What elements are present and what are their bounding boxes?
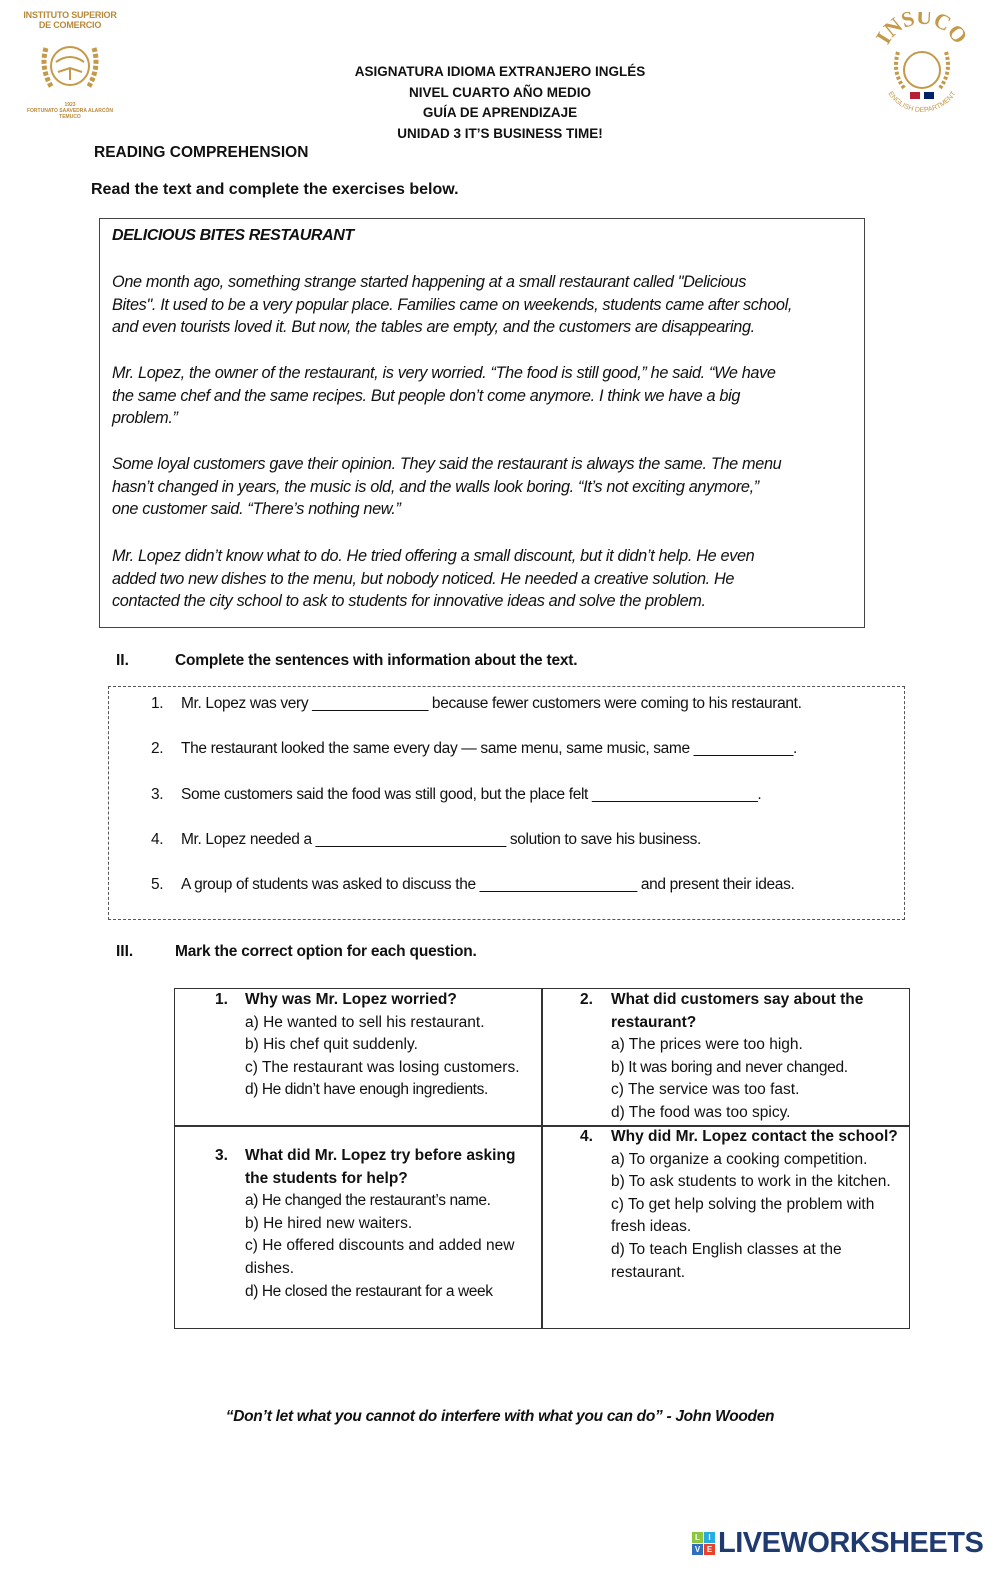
option-b[interactable]: b) It was boring and never changed.: [611, 1058, 848, 1076]
option-c[interactable]: c) He offered discounts and added new dishes.: [245, 1237, 515, 1277]
logo-sub1: FORTUNATO SAAVEDRA ALARCÓN: [26, 108, 113, 114]
sentence-number: 1.: [151, 695, 164, 712]
tile-l: L: [692, 1532, 703, 1543]
tile-v: V: [692, 1544, 703, 1555]
question-cell-4: [542, 1126, 910, 1329]
section-2-number: II.: [116, 652, 129, 669]
sentence-item[interactable]: [151, 831, 701, 849]
question-number: 1.: [215, 991, 228, 1008]
option-a[interactable]: a) To organize a cooking competition.: [611, 1150, 868, 1168]
question-number: 4.: [580, 1128, 593, 1145]
sentence-text: Mr. Lopez was very ______________ because fewer customers were coming to his restaurant.: [181, 695, 802, 712]
option-c[interactable]: c) The restaurant was losing customers.: [245, 1058, 520, 1076]
option-a[interactable]: a) He wanted to sell his restaurant.: [245, 1013, 485, 1031]
story-line: Mr. Lopez didn’t know what to do. He tried offering a small discount, but it didn’t help. He even: [112, 547, 755, 565]
option-c[interactable]: c) The service was too fast.: [611, 1081, 800, 1099]
story-line: Some loyal customers gave their opinion. They said the restaurant is always the same. The menu: [112, 455, 782, 473]
option-d[interactable]: d) He didn’t have enough ingredients.: [245, 1081, 488, 1099]
sentence-number: 3.: [151, 786, 164, 803]
story-line: hasn’t changed in years, the music is old, and the walls look boring. “It’s not exciting anymore,”: [112, 477, 759, 496]
question-text: Why was Mr. Lopez worried?: [245, 991, 457, 1008]
english-department-logo: [872, 12, 972, 117]
story-paragraph-1: [112, 271, 860, 339]
question-cell-3: [175, 1126, 541, 1329]
logo-line2: DE COMERCIO: [38, 20, 102, 30]
story-paragraph-4: [112, 545, 860, 613]
story-line: Mr. Lopez, the owner of the restaurant, is very worried. “The food is still good,” he said. “We have: [112, 364, 776, 382]
section-label: READING COMPREHENSION: [94, 144, 309, 161]
insuco-arc-text: INSUCO: [872, 12, 972, 49]
option-a[interactable]: a) He changed the restaurant’s name.: [245, 1192, 491, 1210]
section-2-title: Complete the sentences with information about the text.: [175, 652, 578, 669]
option-c[interactable]: c) To get help solving the problem with fresh ideas.: [611, 1195, 875, 1236]
instruction-text: Read the text and complete the exercises below.: [91, 181, 459, 198]
multiple-choice-table: [174, 988, 910, 1329]
story-line: One month ago, something strange started happening at a small restaurant called "Delicious: [112, 273, 747, 291]
sentence-text: Mr. Lopez needed a _______________________ solution to save his business.: [181, 831, 701, 848]
story-line: the same chef and the same recipes. But people don’t come anymore. I think we have a big: [112, 386, 741, 405]
story-line: Bites". It used to be a very popular place. Families came on weekends, students came after school,: [112, 295, 793, 314]
question-cell-2: [542, 989, 910, 1125]
question-text: What did customers say about the restaurant?: [611, 991, 864, 1031]
story-paragraph-3: [112, 453, 860, 521]
reading-text-box: [99, 218, 865, 628]
live-tiles-icon: [692, 1532, 715, 1555]
logo-sub2: TEMUCO: [59, 114, 81, 120]
story-line: one customer said. “There’s nothing new.”: [112, 500, 401, 519]
question-text: What did Mr. Lopez try before asking the students for help?: [245, 1147, 516, 1187]
tile-i: I: [704, 1532, 715, 1543]
question-number: 3.: [215, 1147, 228, 1164]
liveworksheets-logo[interactable]: [692, 1527, 983, 1559]
story-line: and even tourists loved it. But now, the tables are empty, and the customers are disappearing.: [112, 318, 755, 337]
svg-text:ENGLISH DEPARTMENT: [887, 90, 958, 114]
fill-in-sentences-box: [108, 686, 905, 920]
logo-year: 1923: [64, 102, 76, 108]
sentence-number: 2.: [151, 740, 164, 757]
liveworksheets-wordmark: LIVEWORKSHEETS: [718, 1526, 984, 1559]
header-line-level: NIVEL CUARTO AÑO MEDIO: [408, 84, 591, 100]
question-text: Why did Mr. Lopez contact the school?: [611, 1128, 898, 1145]
section-3-title: Mark the correct option for each question.: [175, 943, 477, 960]
option-d[interactable]: d) He closed the restaurant for a week: [245, 1282, 493, 1300]
sentence-number: 5.: [151, 876, 164, 893]
header-line-guide: GUÍA DE APRENDIZAJE: [422, 105, 578, 120]
sentence-number: 4.: [151, 831, 164, 848]
sentence-text: Some customers said the food was still good, but the place felt ____________________.: [181, 786, 762, 803]
section-3-number: III.: [116, 943, 134, 960]
document-header: [250, 62, 750, 144]
option-b[interactable]: b) He hired new waiters.: [245, 1214, 413, 1232]
closing-quote: “Don’t let what you cannot do interfere with what you can do” - John Wooden: [225, 1408, 775, 1425]
question-number: 2.: [580, 991, 593, 1008]
story-paragraph-2: [112, 362, 860, 430]
story-line: problem.”: [112, 409, 178, 428]
story-line: contacted the city school to ask to students for innovative ideas and solve the problem.: [112, 592, 706, 611]
story-line: added two new dishes to the menu, but nobody noticed. He needed a creative solution. He: [112, 569, 735, 588]
sentence-item[interactable]: [151, 695, 802, 713]
institute-logo: [22, 10, 118, 120]
sentence-text: The restaurant looked the same every day — same menu, same music, same ____________.: [181, 740, 797, 757]
option-b[interactable]: b) His chef quit suddenly.: [245, 1036, 418, 1054]
option-a[interactable]: a) The prices were too high.: [611, 1036, 803, 1054]
option-d[interactable]: d) The food was too spicy.: [611, 1103, 791, 1121]
sentence-text: A group of students was asked to discuss the ___________________ and present their ideas.: [181, 876, 795, 893]
header-line-subject: ASIGNATURA IDIOMA EXTRANJERO INGLÉS: [354, 64, 646, 79]
svg-text:INSUCO: [872, 12, 972, 48]
tile-e: E: [704, 1544, 715, 1555]
sentence-item[interactable]: [151, 876, 794, 894]
sentence-item[interactable]: [151, 786, 761, 804]
logo-line1: INSTITUTO SUPERIOR: [23, 10, 117, 20]
header-line-unit: UNIDAD 3 IT’S BUSINESS TIME!: [397, 125, 603, 141]
sentence-item[interactable]: [151, 740, 797, 758]
question-cell-1: [175, 989, 541, 1125]
option-b[interactable]: b) To ask students to work in the kitchen.: [611, 1173, 891, 1191]
story-title: DELICIOUS BITES RESTAURANT: [112, 227, 354, 244]
option-d[interactable]: d) To teach English classes at the restaurant.: [611, 1240, 842, 1281]
laurel-seal-icon: [36, 34, 104, 102]
english-dept-text: ENGLISH DEPARTMENT: [886, 90, 958, 115]
